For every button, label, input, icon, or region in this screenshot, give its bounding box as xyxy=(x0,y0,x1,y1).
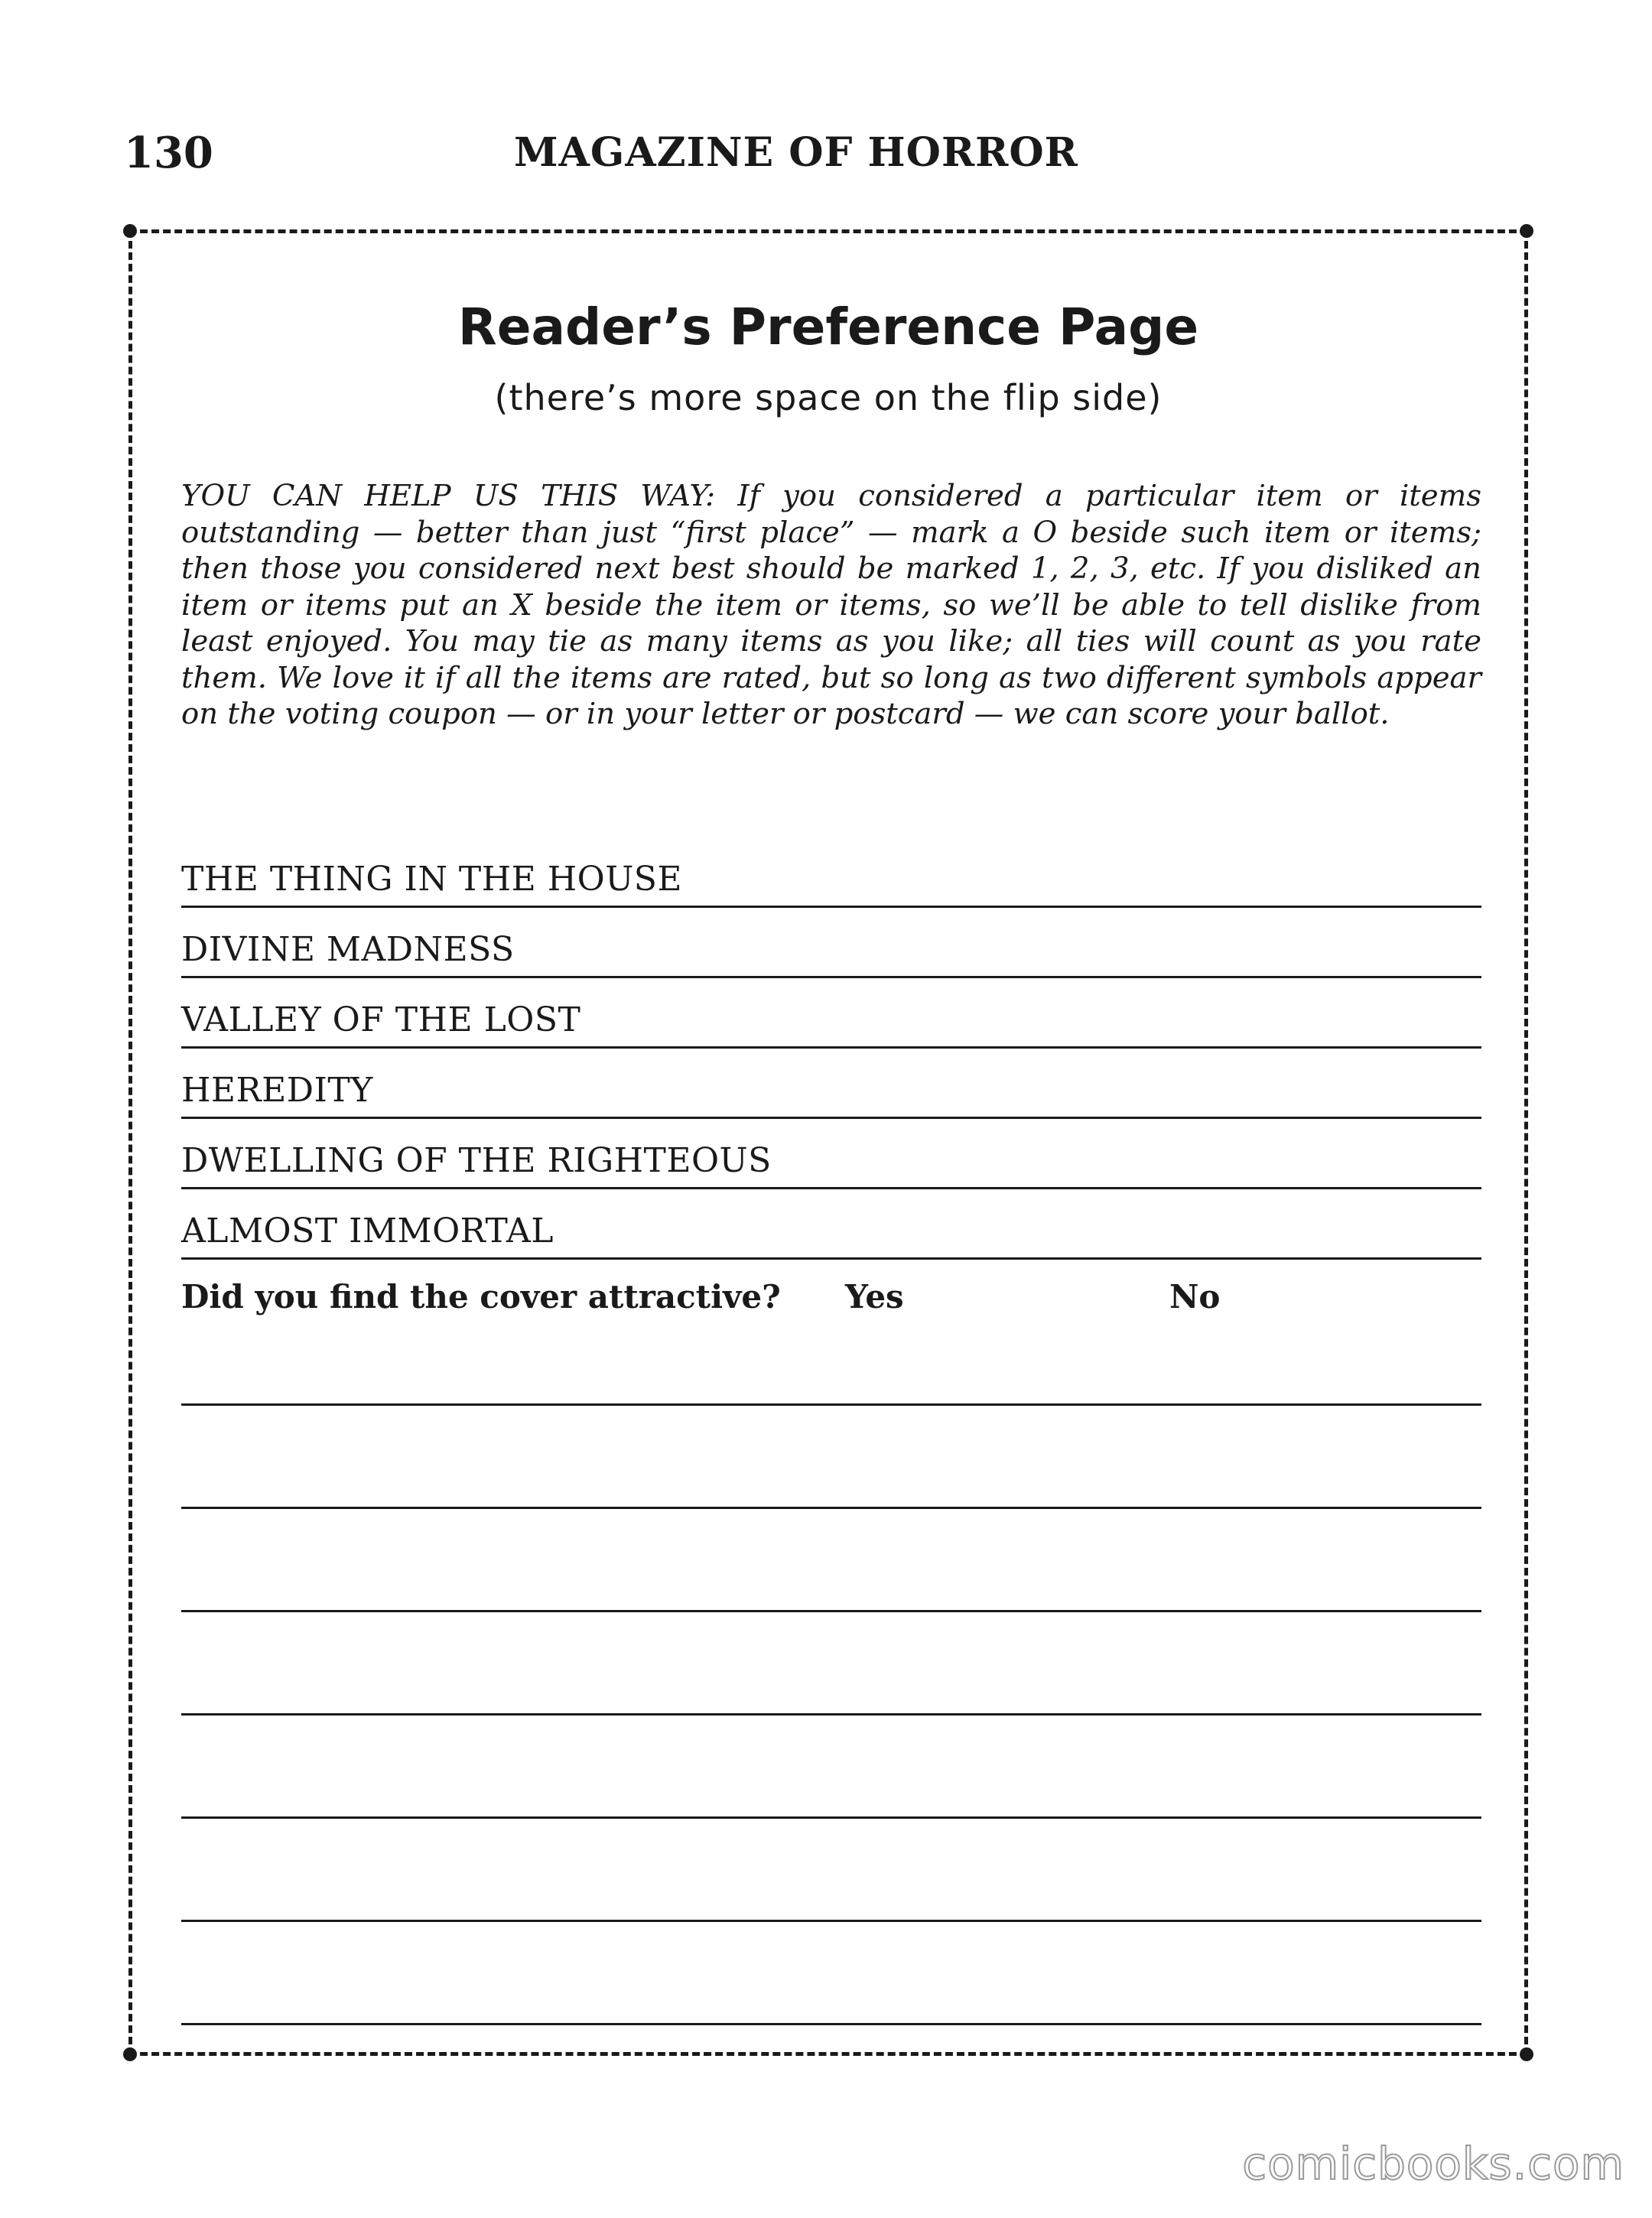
preference-form-frame xyxy=(128,229,1528,2056)
story-rating-list xyxy=(181,837,1481,1260)
cover-question-text: Did you find the cover attractive? xyxy=(181,1278,781,1316)
comment-line[interactable] xyxy=(181,1610,1481,1612)
frame-corner-ornament xyxy=(1520,224,1533,238)
form-subtitle: (there’s more space on the flip side) xyxy=(494,377,1163,418)
story-title: DWELLING OF THE RIGHTEOUS xyxy=(181,1141,772,1180)
voting-instructions: YOU CAN HELP US THIS WAY: If you considered a particular item or items outstanding — better than just “first place” — mark a O beside such item or items; then those you considered next best should be marked 1, 2, 3, etc. If you disliked an item or items put an X beside the item or items, so we’ll be able to tell dislike from least enjoyed. You may tie as many items as you like; all ties will count as you rate them. We love it if all the items are rated, but so long as two different symbols appear on the voting coupon — or in your letter or postcard — we can score your ballot. xyxy=(181,479,1481,731)
story-rating-row[interactable] xyxy=(181,908,1481,978)
story-title: VALLEY OF THE LOST xyxy=(181,1000,581,1039)
page-number: 130 xyxy=(124,128,213,178)
comment-line[interactable] xyxy=(181,2023,1481,2025)
story-rating-row[interactable] xyxy=(181,978,1481,1049)
frame-corner-ornament xyxy=(1520,2047,1533,2061)
story-title: THE THING IN THE HOUSE xyxy=(181,860,683,899)
comment-line[interactable] xyxy=(181,1403,1481,1406)
comment-line[interactable] xyxy=(181,1713,1481,1716)
comment-line[interactable] xyxy=(181,1816,1481,1819)
story-title: ALMOST IMMORTAL xyxy=(181,1211,554,1250)
story-rating-row[interactable] xyxy=(181,1119,1481,1189)
story-rating-row[interactable] xyxy=(181,1189,1481,1260)
form-title: Reader’s Preference Page xyxy=(457,298,1199,356)
story-rating-row[interactable] xyxy=(181,1049,1481,1119)
site-watermark: comicbooks.com xyxy=(1242,2138,1624,2190)
comment-line[interactable] xyxy=(181,1507,1481,1509)
frame-corner-ornament xyxy=(123,2047,137,2061)
comment-line[interactable] xyxy=(181,1920,1481,1922)
story-title: HEREDITY xyxy=(181,1071,373,1110)
cover-answer-yes[interactable]: Yes xyxy=(845,1278,904,1316)
cover-question xyxy=(181,1270,1481,1324)
story-title: DIVINE MADNESS xyxy=(181,930,515,969)
frame-corner-ornament xyxy=(123,224,137,238)
page-header xyxy=(124,122,1531,184)
magazine-title: MAGAZINE OF HORROR xyxy=(514,129,1078,176)
cover-answer-no[interactable]: No xyxy=(1169,1278,1221,1316)
story-rating-row[interactable] xyxy=(181,837,1481,908)
comment-lines xyxy=(181,1403,1481,2126)
